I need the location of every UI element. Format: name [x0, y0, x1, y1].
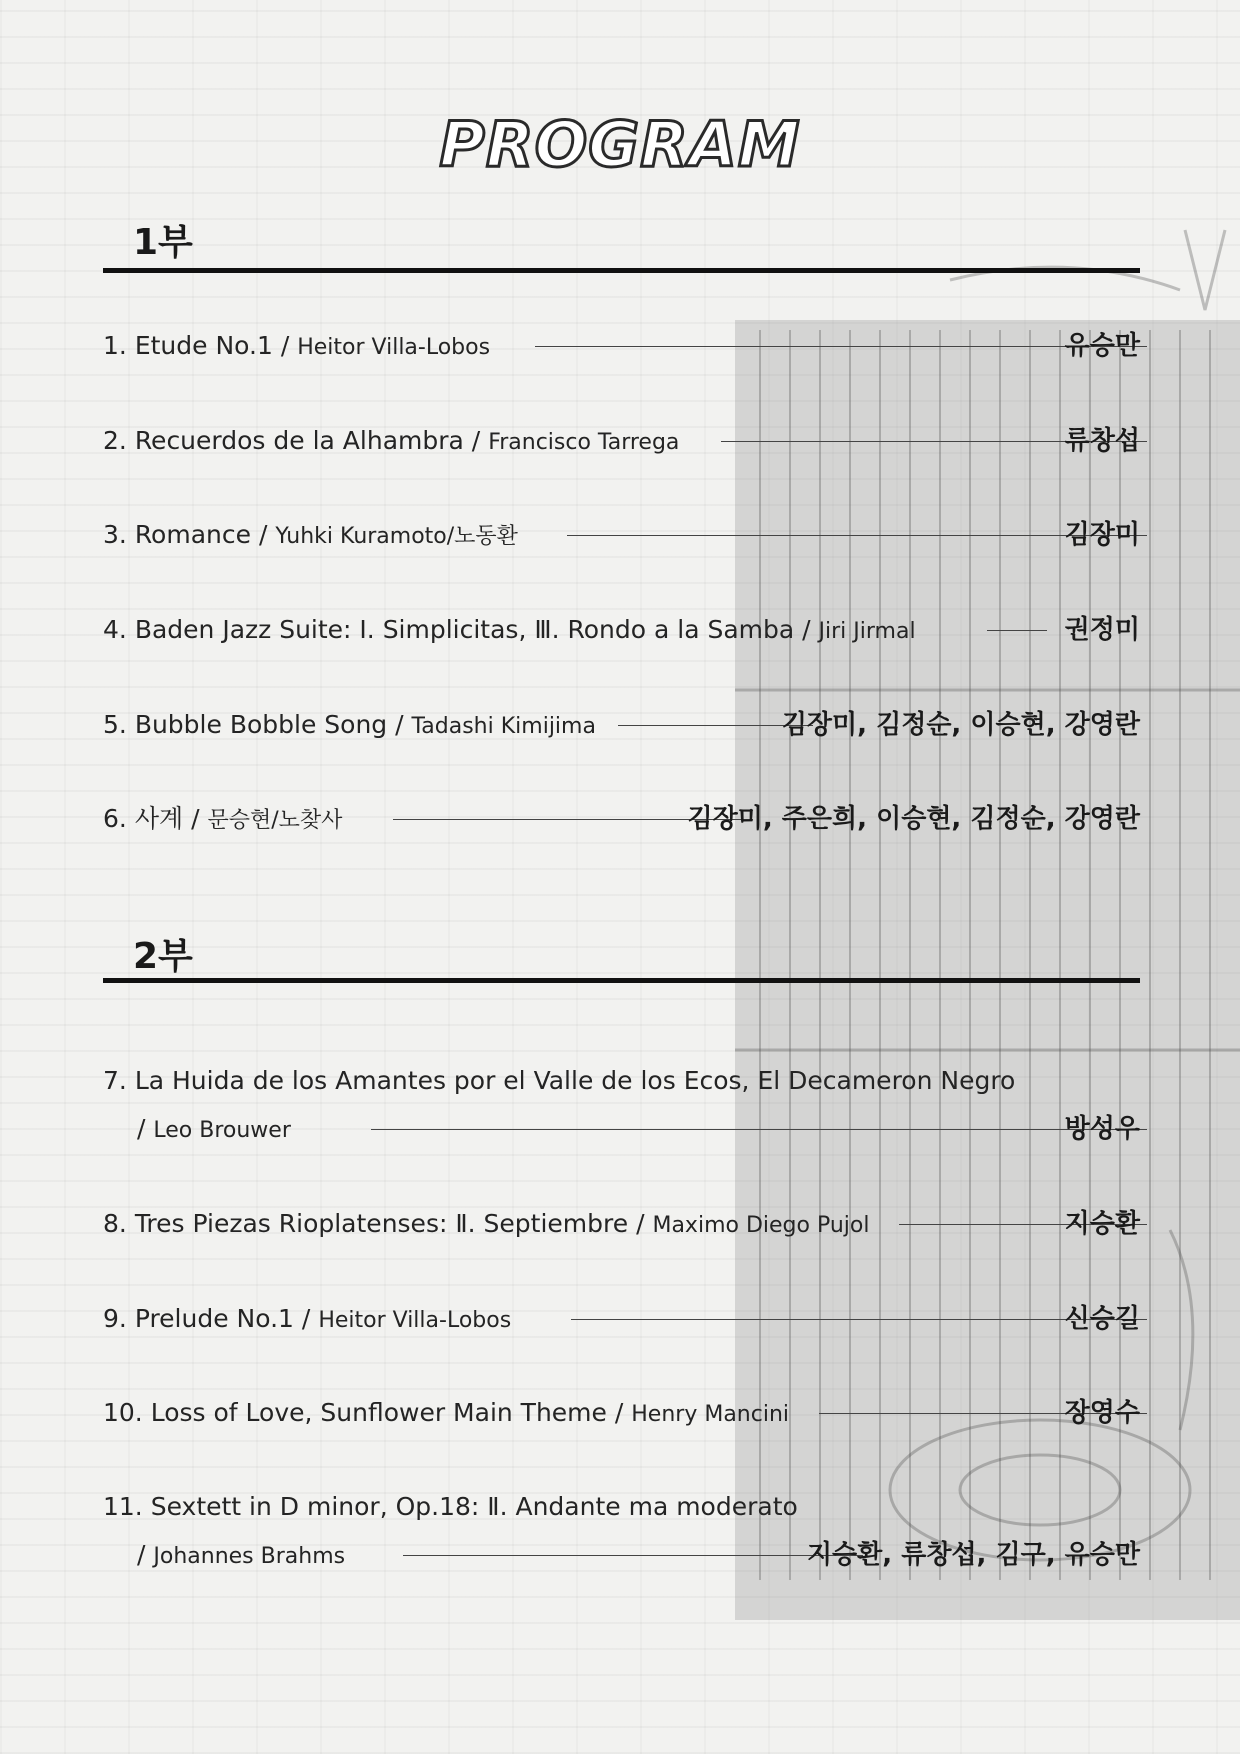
item-number: 9.	[103, 1304, 127, 1333]
item-number: 6.	[103, 804, 127, 833]
item-number: 10.	[103, 1398, 143, 1427]
item-number: 1.	[103, 331, 127, 360]
performer: 방성우	[1064, 1114, 1140, 1144]
performer: 권정미	[1064, 615, 1140, 645]
piece-title: Baden Jazz Suite: Ⅰ. Simplicitas, Ⅲ. Rondo a la Samba	[134, 615, 795, 644]
piece-title: Recuerdos de la Alhambra	[134, 426, 464, 455]
program-item-9: 9. Prelude No.1 / Heitor Villa-Lobos 신승길	[103, 1295, 1140, 1343]
program-item-8: 8. Tres Piezas Rioplatenses: Ⅱ. Septiembre / Maximo Diego Pujol 지승환	[103, 1200, 1140, 1248]
leader-line	[987, 630, 1047, 631]
program-item-11: / Johannes Brahms 지승환, 류창섭, 김구, 유승만	[103, 1531, 1140, 1579]
program-item-6: 6. 사계 / 문승현/노찾사 김장미, 주은희, 이승현, 김정순, 강영란	[103, 795, 1140, 843]
composer: Leo Brouwer	[153, 1118, 291, 1143]
composer: 문승현/노찾사	[207, 808, 343, 833]
item-number: 2.	[103, 426, 127, 455]
piece-title: 사계	[134, 804, 184, 833]
leader-line	[403, 1555, 863, 1556]
composer: Heitor Villa-Lobos	[297, 335, 491, 360]
composer: Heitor Villa-Lobos	[318, 1308, 512, 1333]
item-number: 4.	[103, 615, 127, 644]
performer: 장영수	[1064, 1398, 1140, 1428]
piece-title: Sextett in D minor, Op.18: Ⅱ. Andante ma moderato	[150, 1492, 798, 1521]
performer: 류창섭	[1064, 426, 1140, 456]
leader-line	[567, 535, 1147, 536]
performer: 지승환	[1064, 1209, 1140, 1239]
part-1-heading: 1부	[133, 222, 193, 263]
part-2-heading: 2부	[133, 936, 193, 977]
composer: Maximo Diego Pujol	[652, 1213, 870, 1238]
part-1-divider	[103, 268, 1140, 273]
piece-title: Etude No.1	[134, 331, 273, 360]
piece-title: Loss of Love, Sunflower Main Theme	[150, 1398, 607, 1427]
item-number: 7.	[103, 1066, 127, 1095]
item-number: 8.	[103, 1209, 127, 1238]
item-number: 5.	[103, 710, 127, 739]
program-item-4: 4. Baden Jazz Suite: Ⅰ. Simplicitas, Ⅲ. Rondo a la Samba / Jiri Jirmal 권정미	[103, 606, 1140, 654]
piece-title: Romance	[134, 520, 251, 549]
program-item-2: 2. Recuerdos de la Alhambra / Francisco Tarrega 류창섭	[103, 417, 1140, 465]
composer: Tadashi Kimijima	[411, 714, 596, 739]
performer: 신승길	[1064, 1304, 1140, 1334]
performer: 김장미, 김정순, 이승현, 강영란	[781, 710, 1140, 740]
composer: Henry Mancini	[631, 1402, 790, 1427]
performer: 지승환, 류창섭, 김구, 유승만	[806, 1540, 1140, 1570]
page-title: PROGRAM	[439, 108, 801, 181]
leader-line	[571, 1319, 1147, 1320]
piece-title: Prelude No.1	[134, 1304, 294, 1333]
item-number: 11.	[103, 1492, 143, 1521]
leader-line	[535, 346, 1147, 347]
program-item-10: 10. Loss of Love, Sunflower Main Theme / Henry Mancini 장영수	[103, 1389, 1140, 1437]
program-item-11-title	[103, 1483, 798, 1531]
composer: Francisco Tarrega	[488, 430, 680, 455]
program-item-5: 5. Bubble Bobble Song / Tadashi Kimijima 김장미, 김정순, 이승현, 강영란	[103, 701, 1140, 749]
part-2-divider	[103, 978, 1140, 983]
performer: 유승만	[1064, 331, 1140, 361]
item-number: 3.	[103, 520, 127, 549]
program-item-3: 3. Romance / Yuhki Kuramoto/노동환 김장미	[103, 511, 1140, 559]
composer: Yuhki Kuramoto/노동환	[275, 524, 518, 549]
composer: Johannes Brahms	[153, 1544, 346, 1569]
program-item-1: 1. Etude No.1 / Heitor Villa-Lobos 유승만	[103, 322, 1140, 370]
performer: 김장미	[1064, 520, 1140, 550]
leader-line	[371, 1129, 1147, 1130]
composer: Jiri Jirmal	[818, 619, 916, 644]
piece-title: La Huida de los Amantes por el Valle de los Ecos, El Decameron Negro	[134, 1066, 1016, 1095]
piece-title: Bubble Bobble Song	[134, 710, 388, 739]
program-item-7: / Leo Brouwer 방성우	[103, 1105, 1140, 1153]
piece-title: Tres Piezas Rioplatenses: Ⅱ. Septiembre	[134, 1209, 629, 1238]
performer: 김장미, 주은희, 이승현, 김정순, 강영란	[687, 804, 1140, 834]
program-item-7-title	[103, 1057, 1015, 1105]
